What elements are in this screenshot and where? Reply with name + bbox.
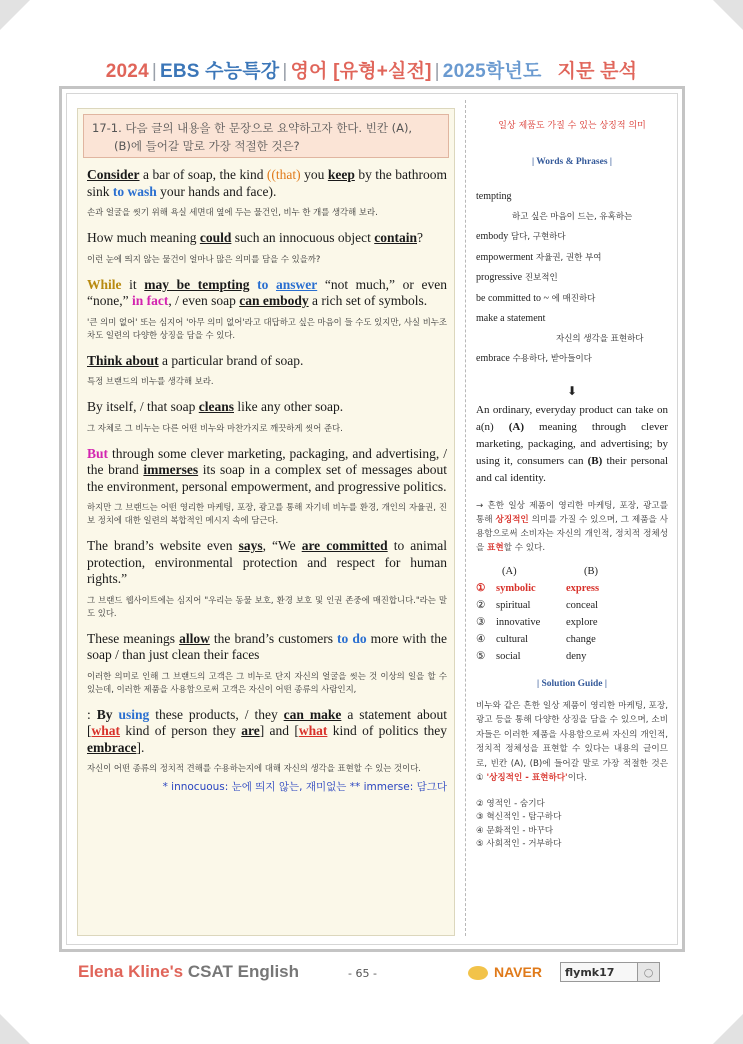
search-icon[interactable]: ○: [638, 962, 660, 982]
passage-sentence-5: By itself, / that soap cleans like any other soap.: [87, 399, 344, 414]
solution-list-item: ③ 혁신적인 - 탐구하다: [476, 812, 562, 822]
passage-sentence-9: : By using these products, / they can make a statement about [what kind of person they are] and [what kind of politics they embrace].: [87, 706, 447, 755]
page-number: - 65 -: [348, 967, 377, 980]
header-analysis: 지문 분석: [557, 61, 638, 82]
vocab-item: embrace 수용하다, 받아들이다: [476, 353, 592, 364]
passage-sentence-8: These meanings allow the brand’s customers to do more with the soap / than just clean their faces: [87, 630, 447, 662]
naver-logo: NAVER: [468, 964, 542, 980]
vocab-item: 하고 싶은 마음이 드는, 유혹하는: [512, 211, 633, 222]
question-line-1: 17-1. 다음 글의 내용을 한 문장으로 요약하고자 한다. 빈칸 (A),: [92, 121, 413, 135]
topic-title: 일상 제품도 가질 수 있는 상징적 의미: [498, 121, 646, 131]
search-input[interactable]: flymk17: [560, 962, 638, 982]
solution-list-item: ④ 문화적인 - 바꾸다: [476, 825, 554, 836]
vocab-item: empowerment 자율권, 권한 부여: [476, 251, 602, 263]
option-1[interactable]: ① symbolic express: [476, 582, 600, 594]
solution-text: 비누와 같은 흔한 일상 제품이 영리한 마케팅, 포장, 광고 등을 통해 다양한 상징을 담을 수 있으며, 소비자들은 이러한 제품을 사용함으로써 자신의 개인적, 정치적 정체성을 표현할 수 있다는 내용의 글이므로, 빈칸 (A), (B)에 들어갈 말로 가장 적절한 것은 ① '상징적인 - 표현하다'이다.: [476, 700, 668, 783]
footer-brand: Elena Kline's CSAT English: [78, 962, 300, 981]
passage: [87, 167, 447, 794]
option-2[interactable]: ② spiritual conceal: [476, 599, 599, 611]
passage-sentence-3: While it may be tempting to answer “not much,” or even “none,” in fact, / even soap can embody a rich set of symbols.: [87, 276, 448, 308]
passage-translation-5: 그 자체로 그 비누는 다른 어떤 비누와 마찬가지로 깨끗하게 씻어 준다.: [87, 422, 343, 433]
passage-translation-7: 그 브랜드 웹사이트에는 심지어 "우리는 동물 보호, 환경 보호 및 인권 존중에 매진합니다."라는 말도 있다.: [87, 594, 447, 618]
answer-options: [476, 563, 668, 665]
down-arrow-icon: ⬇: [566, 383, 578, 398]
words-phrases-title: | Words & Phrases |: [531, 157, 612, 167]
passage-sentence-2: How much meaning could such an innocuous object contain?: [87, 230, 423, 245]
passage-column: [77, 108, 455, 936]
passage-translation-8: 이러한 의미로 인해 그 브랜드의 고객은 그 비누로 단지 자신의 얼굴을 씻는 것 이상의 일을 할 수 있는데, 이러한 제품을 사용함으로써 고객은 자신이 어떤 종류의 사람인지,: [87, 670, 447, 694]
solution-guide-title: | Solution Guide |: [537, 678, 607, 689]
vocab-item: make a statement: [476, 313, 546, 324]
footnote: * innocuous: 눈에 띄지 않는, 재미없는 ** immerse: 담그다: [162, 781, 447, 793]
passage-translation-3: '큰 의미 없어' 또는 심지어 '아무 의미 없어'라고 대답하고 싶은 마음이 들 수도 있지만, 사실 비누조차도 일련의 다양한 상징을 담을 수 있다.: [87, 316, 447, 340]
analysis-column: [476, 110, 668, 852]
column-divider: [465, 100, 466, 936]
solution-list-item: ② 영적인 - 숨기다: [476, 798, 545, 809]
passage-sentence-1: Consider a bar of soap, the kind ((that) you keep by the bathroom sink to wash your hands and face).: [87, 167, 448, 199]
page-corner-top-left: [0, 0, 30, 30]
options-header: (A) (B): [502, 565, 598, 577]
passage-translation-2: 이런 눈에 띄지 않는 물건이 얼마나 많은 의미를 담을 수 있을까?: [87, 253, 321, 264]
header-grade: 2025학년도: [442, 61, 542, 82]
option-4[interactable]: ④ cultural change: [476, 633, 596, 645]
solution-list: [476, 798, 668, 852]
vocab-item: progressive 진보적인: [476, 272, 558, 283]
option-5[interactable]: ⑤ social deny: [476, 650, 587, 662]
page-header: 2024 | EBS 수능특강 | 영어 [유형+실전] | 2025학년도 지문 분석: [105, 61, 638, 82]
option-3[interactable]: ③ innovative explore: [476, 616, 598, 628]
passage-sentence-6: But through some clever marketing, packaging, and advertising, / the brand immerses its soap in a complex set of messages about the environment, personal empowerment, and progressive politics.: [87, 445, 448, 494]
question-line-2: (B)에 들어갈 말로 가장 적절한 것은?: [114, 139, 300, 153]
header-ebs: EBS 수능특강: [159, 61, 280, 82]
question-box: [83, 114, 449, 158]
bee-icon: [468, 966, 488, 980]
header-subject: 영어 [유형+실전]: [290, 61, 432, 82]
vocab-item: tempting: [476, 191, 512, 202]
vocab-item: embody 담다, 구현하다: [476, 231, 566, 242]
vocab-item: be committed to ~ 에 매진하다: [476, 292, 596, 304]
passage-translation-6: 하지만 그 브랜드는 어떤 영리한 마케팅, 포장, 광고를 통해 자기네 비누를 환경, 개인의 자율권, 진보 정치에 대한 일련의 복합적인 메시지 속에 담근다.: [87, 502, 447, 525]
page-corner-bottom-right: [713, 1014, 743, 1044]
header-year: 2024: [105, 61, 149, 82]
passage-translation-9: 자신이 어떤 종류의 정치적 견해를 수용하는지에 대해 자신의 생각을 표현할 수 있는 것이다.: [87, 763, 421, 773]
vocab-list: [476, 187, 668, 370]
page-corner-top-right: [713, 0, 743, 30]
solution-list-item: ⑤ 사회적인 - 거부하다: [476, 839, 562, 849]
summary-sentence: An ordinary, everyday product can take on a(n) (A) meaning through clever marketing, packaging, and advertising; by using it, consumers can (B) their personal and cal identity.: [476, 403, 669, 484]
page-corner-bottom-left: [0, 1014, 30, 1044]
passage-sentence-7: The brand’s website even says, “We are committed to animal protection, environmental protection and respect for human rights.”: [87, 538, 447, 586]
page-footer: [78, 962, 678, 986]
vocab-item: 자신의 생각을 표현하다: [556, 333, 644, 344]
passage-translation-4: 특정 브랜드의 비누를 생각해 보라.: [87, 376, 214, 386]
passage-sentence-4: Think about a particular brand of soap.: [87, 352, 304, 368]
passage-translation-1: 손과 얼굴을 씻기 위해 욕실 세면대 옆에 두는 물건인, 비누 한 개를 생각해 보라.: [87, 207, 378, 217]
summary-translation: → 흔한 일상 제품이 영리한 마케팅, 포장, 광고를 통해 상징적인 의미를 가질 수 있으며, 그 제품을 사용함으로써 소비자는 자신의 개인적, 정치적 정체성을 표현할 수 있다.: [476, 500, 668, 553]
